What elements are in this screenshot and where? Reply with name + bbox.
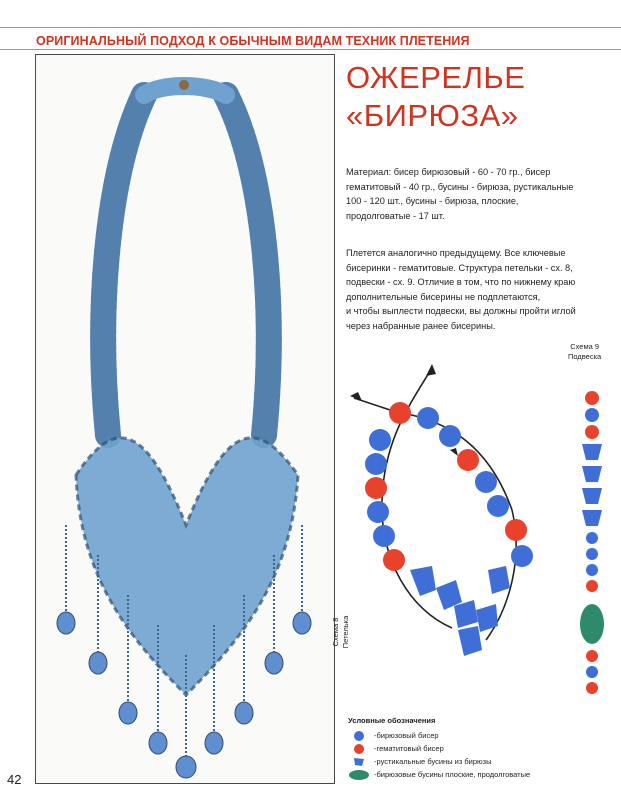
instructions-line: Плетется аналогично предыдущему. Все ключевые	[346, 248, 566, 258]
instructions-line: и чтобы выплести подвески, вы должны пройти иглой	[346, 306, 576, 317]
schema8-loop-diagram	[340, 360, 540, 690]
clasp	[179, 80, 189, 90]
legend-item: -гематитовый бисер	[344, 743, 444, 754]
materials-line: гематитовый - 40 гр., бусины - бирюза, рустикальные	[346, 181, 574, 192]
article-title-line2: «БИРЮЗА»	[346, 98, 519, 133]
header-title: ОРИГИНАЛЬНЫЙ ПОДХОД К ОБЫЧНЫМ ВИДАМ ТЕХНИК ПЛЕТЕНИЯ	[36, 34, 470, 48]
legend-item: -бирюзовый бисер	[344, 730, 439, 741]
necklace-photo	[35, 54, 335, 784]
article-title-line1: ОЖЕРЕЛЬЕ	[346, 60, 526, 95]
instructions-line: через набранные ранее бисерины.	[346, 320, 496, 331]
rustic-bead-icon	[344, 756, 374, 767]
materials-line: продолговатые - 17 шт.	[346, 210, 445, 221]
schema8-label: Схема 8 Петелька	[331, 615, 350, 649]
legend-item: -бирюзовые бусины плоские, продолговатые	[344, 769, 530, 780]
thread-arrow-icon	[450, 448, 458, 456]
header-bottom-rule	[0, 49, 621, 50]
header-top-rule	[0, 27, 621, 28]
page-number: 42	[7, 772, 22, 787]
legend-item: -рустикальные бусины из бирюзы	[344, 756, 492, 767]
flat-oval-bead-icon	[344, 769, 374, 780]
thread-arrow-icon	[426, 364, 436, 376]
materials-line: Материал: бисер бирюзовый - 60 - 70 гр., бисер	[346, 167, 551, 177]
thread-arrow-icon	[350, 392, 362, 401]
schema9-pendant-diagram	[572, 388, 612, 698]
instructions-line: подвески - сх. 9. Отличие в том, что по нижнему краю	[346, 277, 576, 288]
red-bead-icon	[344, 743, 374, 754]
blue-bead-icon	[344, 730, 374, 741]
materials-paragraph	[346, 165, 608, 223]
instructions-line: бисеринки - гематитовые. Структура петельки - сх. 8,	[346, 262, 573, 273]
loop-beads	[365, 402, 533, 571]
materials-line: 100 - 120 шт., бусины - бирюза, плоские,	[346, 196, 519, 207]
instructions-paragraph	[346, 246, 608, 334]
pendant-beads	[580, 391, 604, 694]
necklace-illustration	[36, 55, 334, 783]
schema9-label: Схема 9 Подвеска	[568, 342, 602, 361]
legend-title: Условные обозначения	[348, 716, 436, 725]
instructions-line: дополнительные бисерины не подплетаются,	[346, 291, 541, 302]
